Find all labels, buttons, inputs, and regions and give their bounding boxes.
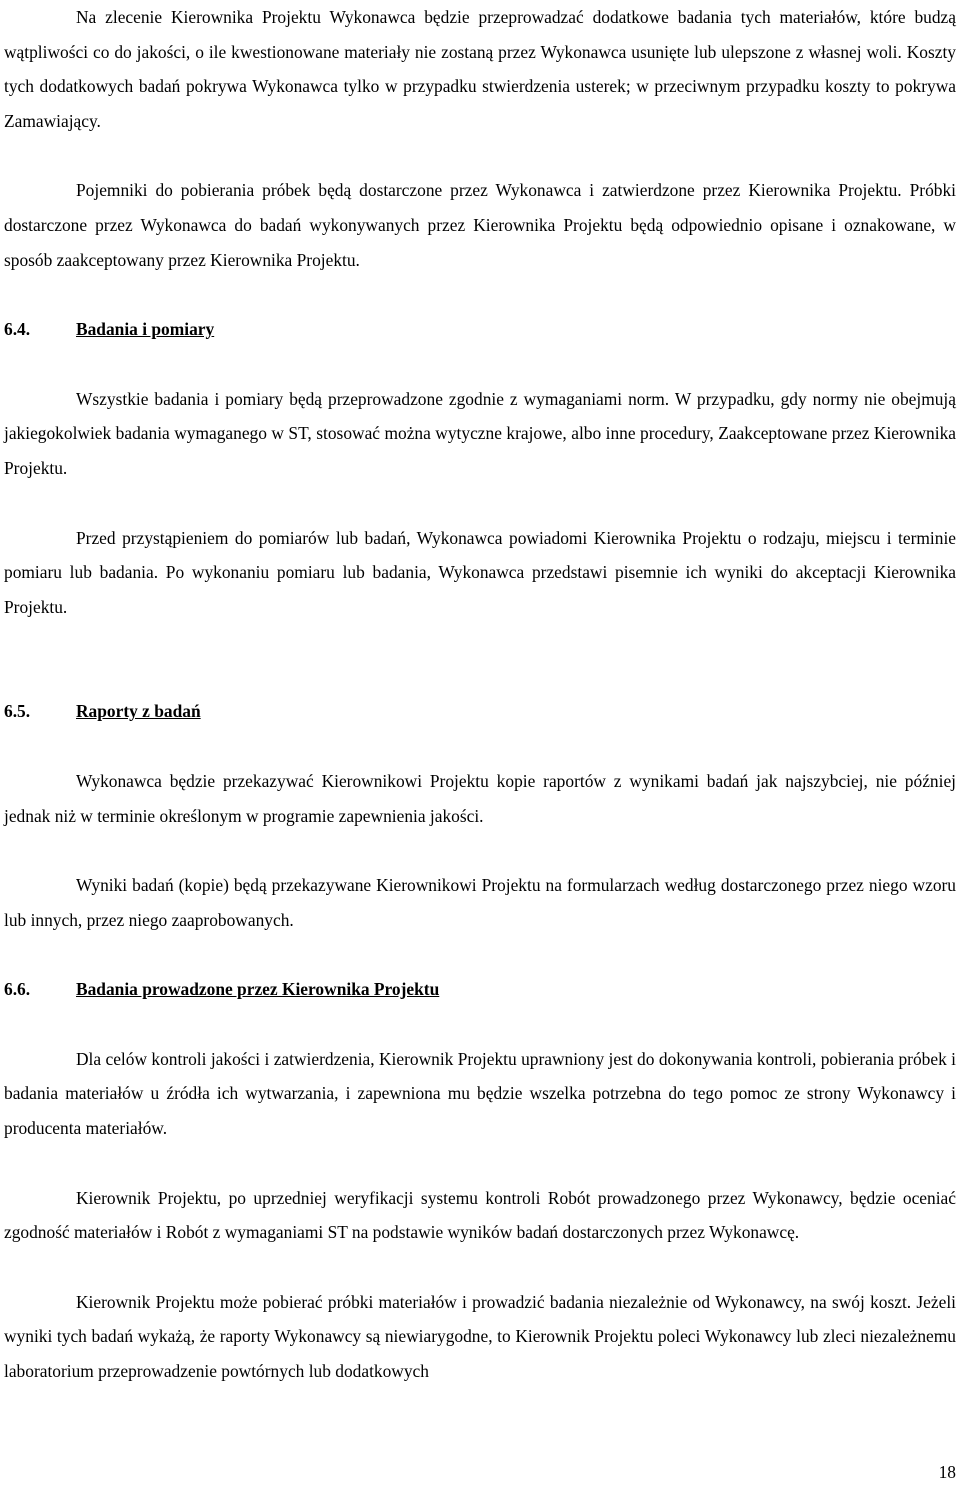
section-heading-6-6 (4, 972, 956, 1007)
document-page (4, 0, 956, 1389)
section-title: Badania prowadzone przez Kierownika Projektu (76, 979, 440, 1000)
paragraph-additional-tests: Na zlecenie Kierownika Projektu Wykonawca będzie przeprowadzać dodatkowe badania tych materiałów, które budzą wątpliwości co do jakości, o ile kwestionowane materiały nie zostaną przez Wykonawca usunięte lub ulepszone z własnej woli. Koszty tych dodatkowych badań pokrywa Wykonawca tylko w przypadku stwierdzenia usterek; w przeciwnym przypadku koszty to pokrywa Zamawiający. (4, 7, 956, 131)
section-number: 6.5. (4, 701, 31, 722)
paragraph-verification: Kierownik Projektu, po uprzedniej weryfikacji systemu kontroli Robót prowadzonego przez Wykonawcy, będzie oceniać zgodność materiałów i Robót z wymaganiami ST na podstawie wyników badań dostarczonych przez Wykonawcę. (4, 1187, 956, 1243)
paragraph-sample-containers: Pojemniki do pobierania próbek będą dostarczone przez Wykonawca i zatwierdzone przez Kierownika Projektu. Próbki dostarczone przez Wykonawca do badań wykonywanych przez Kierownika Projektu będą odpowiednio opisane i oznakowane, w sposób zaakceptowany przez Kierownika Projektu. (4, 180, 956, 270)
paragraph-notification: Przed przystąpieniem do pomiarów lub badań, Wykonawca powiadomi Kierownika Projektu o rodzaju, miejscu i terminie pomiaru lub badania. Po wykonaniu pomiaru lub badania, Wykonawca przedstawi pisemnie ich wyniki do akceptacji Kierownika Projektu. (4, 527, 956, 617)
paragraph-standards: Wszystkie badania i pomiary będą przeprowadzone zgodnie z wymaganiami norm. W przypadku, gdy normy nie obejmują jakiegokolwiek badania wymaganego w ST, stosować można wytyczne krajowe, albo inne procedury, Zaakceptowane przez Kierownika Projektu. (4, 388, 956, 478)
paragraph-quality-control: Dla celów kontroli jakości i zatwierdzenia, Kierownik Projektu uprawniony jest do dokonywania kontroli, pobierania próbek i badania materiałów u źródła ich wytwarzania, i zapewniona mu będzie wszelka potrzebna do tego pomoc ze strony Wykonawcy i producenta materiałów. (4, 1048, 956, 1139)
section-number: 6.6. (4, 979, 31, 1000)
section-number: 6.4. (4, 319, 31, 340)
section-title: Raporty z badań (76, 701, 201, 722)
page-number: 18 (938, 1462, 956, 1482)
paragraph-independent-tests: Kierownik Projektu może pobierać próbki materiałów i prowadzić badania niezależnie od Wykonawcy, na swój koszt. Jeżeli wyniki tych badań wykażą, że raporty Wykonawcy są niewiarygodne, to Kierownik Projektu poleci Wykonawcy lub zleci niezależnemu laboratorium przeprowadzenie powtórnych lub dodatkowych (4, 1291, 956, 1382)
section-heading-6-4 (4, 312, 956, 347)
paragraph-report-forms: Wyniki badań (kopie) będą przekazywane Kierownikowi Projektu na formularzach według dostarczonego przez niego wzoru lub innych, przez niego zaaprobowanych. (4, 875, 956, 930)
section-heading-6-5 (4, 694, 956, 729)
section-title: Badania i pomiary (76, 319, 215, 340)
paragraph-report-copies: Wykonawca będzie przekazywać Kierownikowi Projektu kopie raportów z wynikami badań jak najszybciej, nie później jednak niż w terminie określonym w programie zapewnienia jakości. (4, 770, 956, 826)
